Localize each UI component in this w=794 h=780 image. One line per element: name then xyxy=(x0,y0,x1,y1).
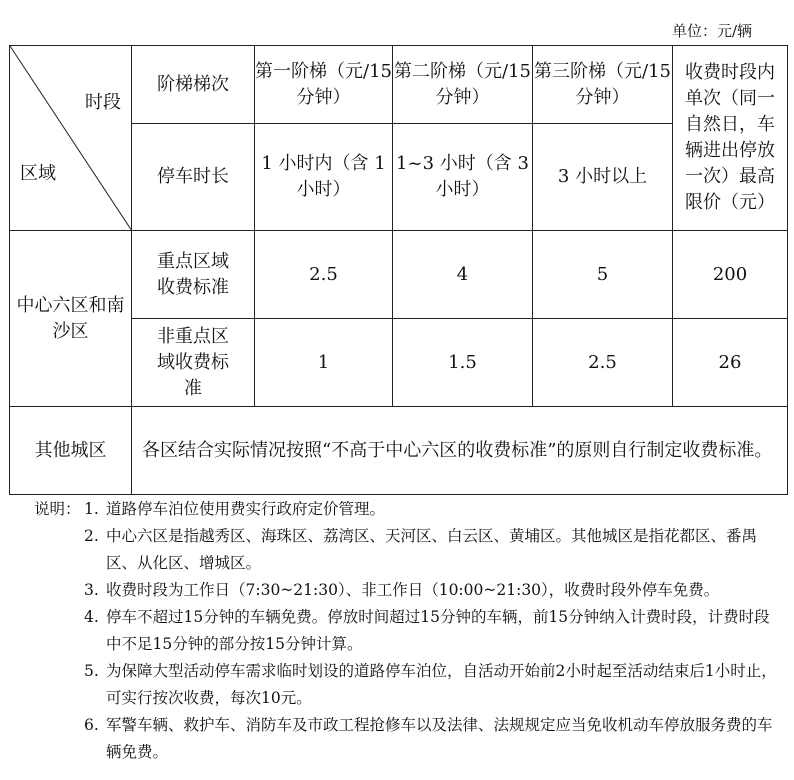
note-number: 6. xyxy=(84,716,99,734)
note-number: 5. xyxy=(84,662,99,680)
key-tier3-value: 5 xyxy=(533,231,673,319)
duration3-header: 3 小时以上 xyxy=(533,124,673,231)
note-text: 中心六区是指越秀区、海珠区、荔湾区、天河区、白云区、黄埔区。其他城区是指花都区、番禺区、从化区、增城区。 xyxy=(106,527,758,572)
standard-key-area: 重点区域收费标准 xyxy=(132,231,255,319)
key-max-value: 200 xyxy=(673,231,788,319)
duration-label-header: 停车时长 xyxy=(132,124,255,231)
parking-fee-table xyxy=(9,45,788,495)
note-item xyxy=(34,604,784,658)
nonkey-tier3-value: 2.5 xyxy=(533,319,673,407)
note-text: 收费时段为工作日（7:30~21:30）、非工作日（10:00~21:30），收费时段外停车免费。 xyxy=(106,581,720,599)
key-tier2-value: 4 xyxy=(393,231,533,319)
note-number: 2. xyxy=(84,527,99,545)
note-number: 3. xyxy=(84,581,99,599)
diagonal-header-cell xyxy=(10,46,132,231)
other-region-description: 各区结合实际情况按照“不高于中心六区的收费标准”的原则自行制定收费标准。 xyxy=(132,407,788,495)
key-tier1-value: 2.5 xyxy=(255,231,393,319)
note-item xyxy=(34,577,784,604)
tier3-header: 第三阶梯（元/15 分钟） xyxy=(533,46,673,124)
note-text: 道路停车泊位使用费实行政府定价管理。 xyxy=(106,500,386,518)
diagonal-line xyxy=(10,46,132,231)
note-item xyxy=(34,712,784,766)
note-text: 军警车辆、救护车、消防车及市政工程抢修车以及法律、法规规定应当免收机动车停放服务费的车辆免费。 xyxy=(106,716,773,761)
note-text: 停车不超过15分钟的车辆免费。停放时间超过15分钟的车辆，前15分钟纳入计费时段，计费时段中不足15分钟的部分按15分钟计算。 xyxy=(106,608,770,653)
max-price-header: 收费时段内单次（同一自然日，车辆进出停放一次）最高限价（元） xyxy=(673,46,788,231)
nonkey-max-value: 26 xyxy=(673,319,788,407)
note-number: 1. xyxy=(84,500,99,518)
unit-label: 单位：元/辆 xyxy=(671,22,752,40)
tier2-header: 第二阶梯（元/15 分钟） xyxy=(393,46,533,124)
time-period-label: 时段 xyxy=(85,92,121,113)
nonkey-tier1-value: 1 xyxy=(255,319,393,407)
nonkey-tier2-value: 1.5 xyxy=(393,319,533,407)
tier1-header: 第一阶梯（元/15 分钟） xyxy=(255,46,393,124)
note-text: 为保障大型活动停车需求临时划设的道路停车泊位，自活动开始前2小时起至活动结束后1小时止，可实行按次收费，每次10元。 xyxy=(106,662,777,707)
other-region-cell: 其他城区 xyxy=(10,407,132,495)
notes-section xyxy=(34,496,784,766)
note-item xyxy=(34,496,784,523)
duration2-header: 1~3 小时（含 3 小时） xyxy=(393,124,533,231)
tier-label-header: 阶梯梯次 xyxy=(132,46,255,124)
duration1-header: 1 小时内（含 1 小时） xyxy=(255,124,393,231)
note-item xyxy=(34,523,784,577)
standard-nonkey-area: 非重点区域收费标准 xyxy=(132,319,255,407)
area-label: 区域 xyxy=(20,163,56,184)
note-number: 4. xyxy=(84,608,99,626)
notes-prefix: 说明： xyxy=(34,500,81,518)
region-central-cell: 中心六区和南沙区 xyxy=(10,231,132,407)
note-item xyxy=(34,658,784,712)
